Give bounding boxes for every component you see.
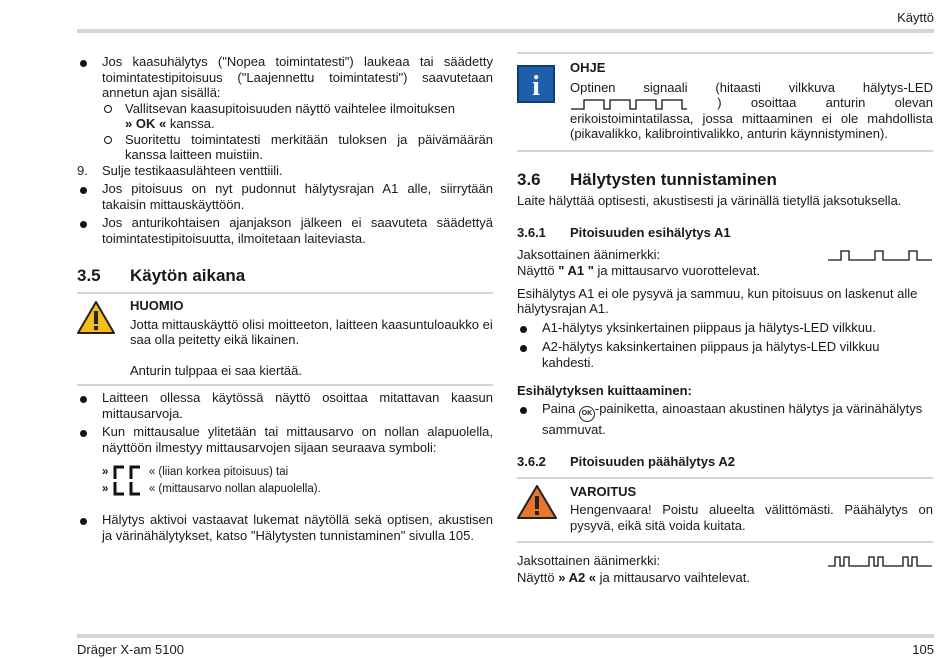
left-column: [77, 54, 493, 543]
paragraph: Laite hälyttää optisesti, akustisesti ja värinällä tietyllä jaksotuksella.: [517, 192, 902, 208]
ack-heading: Esihälytyksen kuittaaminen:: [517, 383, 692, 398]
bullet-item: Jos pitoisuus on nyt pudonnut hälytysrajan A1 alle, siirrytään takaisin mittauskäyttöön.: [77, 181, 493, 212]
bullet-item: Hälytys aktivoi vastaavat lukemat näytöllä sekä optisen, akustisen ja värinähälytykset, katso "Hälytysten tunnistaminen" sivulla 105.: [77, 512, 493, 543]
overrange-symbol: [112, 464, 146, 480]
bullet-item: Paina OK -painiketta, ainoastaan akustinen hälytys ja värinähälytys sammuvat.: [517, 401, 933, 438]
sub-bullet-item: Vallitsevan kaasupitoisuuden näyttö vaihtelee ilmoituksen » OK « kanssa.: [77, 101, 493, 132]
double-beep-pattern-icon: [827, 555, 933, 567]
bullet-dot: [80, 221, 87, 228]
numbered-step: 9. Sulje testikaasulähteen venttiili.: [77, 162, 283, 178]
page-number: 105: [912, 642, 934, 657]
sub-bullet-item: Suoritettu toimintatesti merkitään tuloksen ja päivämäärän kanssa laitteen muistiin.: [77, 132, 493, 163]
bullet-dot: [520, 407, 527, 414]
warning-bottom-rule: [517, 541, 933, 543]
bullet-item: A2-hälytys kaksinkertainen piippaus ja hälytys-LED vilkkuu kahdesti.: [517, 339, 933, 370]
info-icon: [517, 65, 555, 103]
warning-title: VAROITUS: [570, 483, 637, 499]
bullet-dot: [520, 345, 527, 352]
danger-icon: [517, 484, 557, 520]
info-text: Optinen signaali (hitaasti vilkkuva hälytys-LED ) osoittaa anturin olevan erikoistoimintatilassa, jossa mittaaminen ei ole mahdollista (pikavalikko, kalibrointivalikko, anturin käynnistyminen).: [570, 79, 933, 141]
info-box: [517, 54, 933, 150]
bullet-dot: [520, 326, 527, 333]
info-title: OHJE: [570, 60, 606, 75]
circle-bullet: [104, 136, 112, 144]
section-heading-3-6: 3.6 Hälytysten tunnistaminen: [517, 169, 777, 189]
bullet-item: Kun mittausalue ylitetään tai mittausarvo on nollan alapuolella, näyttöön ilmestyy mittausarvojen sijaan seuraava symboli:: [77, 424, 493, 455]
bullet-dot: [80, 430, 87, 437]
slow-blink-signal-icon: [570, 98, 688, 110]
display-line: Näyttö » A2 « ja mittausarvo vaihtelevat.: [517, 569, 750, 585]
bullet-item: Laitteen ollessa käytössä näyttö osoittaa mitattavan kaasun mittausarvoja.: [77, 390, 493, 421]
bullet-dot: [80, 396, 87, 403]
section-heading-3-5: 3.5 Käytön aikana: [77, 266, 246, 285]
ok-button-icon: OK: [579, 406, 595, 422]
subsection-heading-3-6-1: 3.6.1 Pitoisuuden esihälytys A1: [517, 225, 731, 240]
sound-pattern-row: Jaksottainen äänimerkki:: [517, 247, 933, 263]
subsection-heading-3-6-2: 3.6.2 Pitoisuuden päähälytys A2: [517, 454, 735, 469]
symbol-line: » « (liian korkea pitoisuus) tai: [77, 464, 493, 481]
svg-text:i: i: [532, 71, 540, 102]
footer-product: Dräger X-am 5100: [77, 642, 184, 657]
bullet-item: Jos anturikohtaisen ajanjakson jälkeen ei saavuteta säädettyä toimintatestipitoisuutta, ilmoitetaan laiteviasta.: [77, 215, 493, 246]
notice-box: [77, 294, 493, 384]
display-line: Näyttö " A1 " ja mittausarvo vuorottelevat.: [517, 263, 761, 278]
bullet-item: A1-hälytys yksinkertainen piippaus ja hälytys-LED vilkkuu.: [517, 320, 933, 336]
bullet-dot: [80, 60, 87, 67]
info-bottom-rule: [517, 150, 933, 152]
symbol-line: » « (mittausarvo nollan alapuolella).: [77, 481, 493, 498]
notice-title: HUOMIO: [130, 298, 184, 313]
sound-pattern-row: Jaksottainen äänimerkki:: [517, 553, 933, 569]
footer-rule: [77, 634, 934, 638]
underrange-symbol: [112, 481, 146, 497]
warning-box: [517, 479, 933, 542]
circle-bullet: [104, 105, 112, 113]
right-column: [517, 52, 933, 585]
running-header: Käyttö: [897, 10, 934, 25]
bullet-dot: [80, 187, 87, 194]
paragraph: Esihälytys A1 ei ole pysyvä ja sammuu, kun pitoisuus on laskenut alle hälytysrajan A1.: [517, 285, 918, 316]
single-beep-pattern-icon: [827, 249, 933, 261]
notice-bottom-rule: [77, 384, 493, 386]
bullet-item: Jos kaasuhälytys ("Nopea toimintatesti") laukeaa tai säädetty toimintatestipitoisuus ("Laajennettu toimintatesti") saavutetaan annetun ajan sisällä:: [77, 54, 493, 101]
notice-text: Jotta mittauskäyttö olisi moitteeton, laitteen kaasuntuloaukko ei saa olla peitetty eikä likainen.: [130, 316, 493, 347]
notice-text: Anturin tulppaa ei saa kiertää.: [130, 362, 302, 378]
warning-text: Hengenvaara! Poistu alueelta välittömästi. Päähälytys on pysyvä, eikä sitä voida kuitata.: [570, 502, 933, 533]
warning-icon: [77, 300, 115, 334]
bullet-dot: [80, 518, 87, 525]
header-rule: [77, 29, 934, 33]
